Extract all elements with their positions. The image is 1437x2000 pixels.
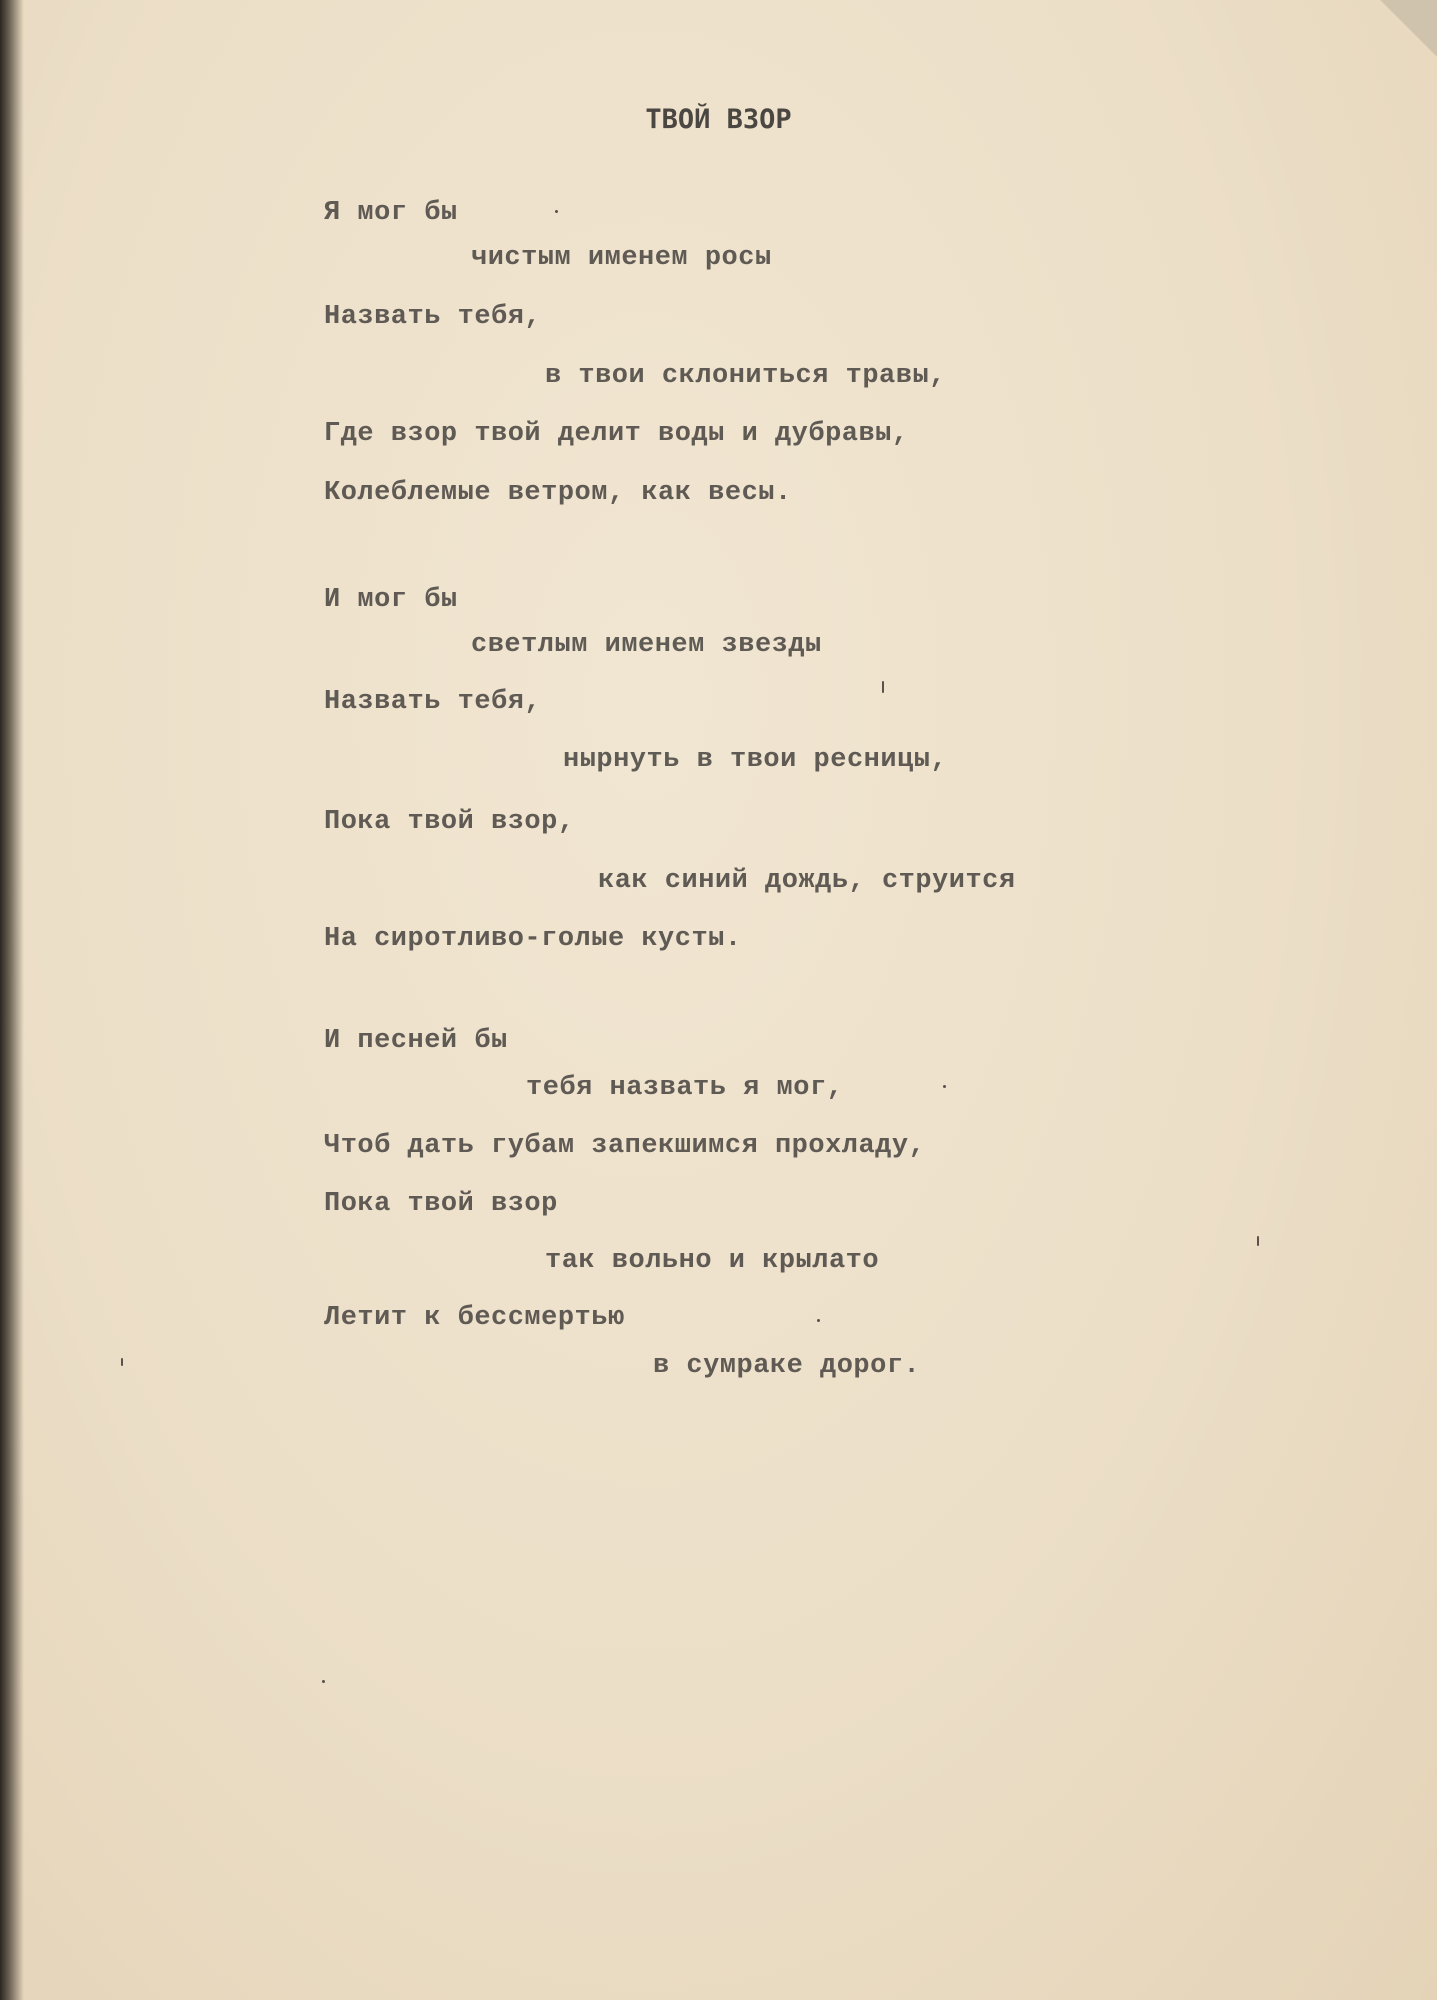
poem-line: И мог бы	[324, 585, 458, 615]
poem-line: Назвать тебя,	[324, 687, 542, 717]
poem-line: Назвать тебя,	[324, 302, 542, 332]
poem-line: так вольно и крылато	[545, 1246, 880, 1276]
paper-speck	[882, 681, 884, 693]
poem-line: чистым именем росы	[471, 243, 772, 273]
poem-line: Пока твой взор	[324, 1189, 558, 1219]
paper-speck	[817, 1319, 820, 1322]
poem-line: нырнуть в твои ресницы,	[563, 745, 948, 775]
poem-line: как синий дождь, струится	[598, 866, 1016, 896]
poem-line: в твои склониться травы,	[545, 361, 946, 391]
paper-speck	[121, 1358, 123, 1366]
paper-speck	[943, 1085, 946, 1088]
poem-line: Чтоб дать губам запекшимся прохладу,	[324, 1131, 926, 1161]
poem-line: Пока твой взор,	[324, 807, 575, 837]
poem-line: в сумраке дорог.	[653, 1351, 921, 1381]
paper-speck	[555, 210, 558, 213]
poem-line: тебя назвать я мог,	[526, 1073, 844, 1103]
paper-speck	[1257, 1236, 1259, 1246]
poem-title: ТВОЙ ВЗОР	[645, 104, 792, 135]
poem-line: Я мог бы	[324, 198, 458, 228]
poem-line: На сиротливо-голые кусты.	[324, 924, 742, 954]
poem-line: Летит к бессмертью	[324, 1303, 625, 1333]
page-edge-shadow	[0, 0, 24, 2000]
poem-line: Где взор твой делит воды и дубравы,	[324, 419, 909, 449]
paper-speck	[322, 1680, 325, 1683]
poem-line: Колеблемые ветром, как весы.	[324, 478, 792, 508]
poem-line: И песней бы	[324, 1026, 508, 1056]
page-folded-corner	[1367, 0, 1437, 70]
poem-line: светлым именем звезды	[471, 630, 822, 660]
